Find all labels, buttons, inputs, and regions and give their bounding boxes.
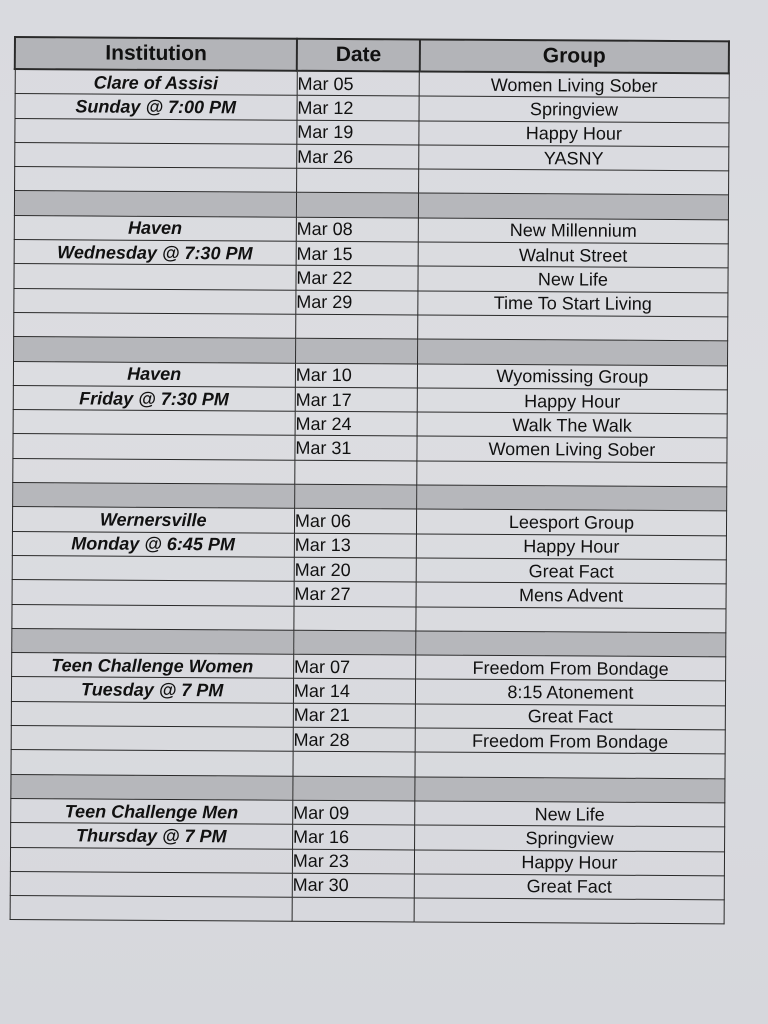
institution-cell [11, 726, 294, 752]
group-cell: Women Living Sober [417, 436, 726, 462]
shaded-cell [416, 631, 725, 657]
shaded-cell [419, 193, 728, 219]
empty-cell [414, 898, 723, 924]
institution-schedule: Monday @ 6:45 PM [12, 531, 295, 557]
shaded-cell [295, 338, 418, 363]
group-cell: Leesport Group [417, 509, 726, 535]
date-cell: Mar 28 [293, 727, 416, 752]
institution-cell [10, 847, 293, 873]
empty-cell [415, 752, 724, 778]
shaded-cell [12, 483, 295, 509]
empty-cell [10, 896, 293, 922]
header-row [15, 37, 729, 73]
institution-schedule: Thursday @ 7 PM [10, 823, 293, 849]
empty-cell [13, 312, 296, 338]
date-cell: Mar 05 [297, 71, 420, 97]
schedule-body [10, 69, 729, 924]
group-cell: Springview [415, 825, 724, 851]
group-cell: Great Fact [415, 874, 724, 900]
header-group: Group [420, 39, 729, 73]
institution-cell [12, 434, 295, 460]
meeting-schedule-table [9, 36, 730, 925]
group-cell: New Millennium [419, 218, 728, 244]
empty-cell [416, 606, 725, 632]
empty-cell [296, 168, 419, 193]
institution-cell [14, 118, 297, 144]
date-cell: Mar 15 [296, 241, 419, 266]
group-cell: Great Fact [416, 704, 725, 730]
date-cell: Mar 23 [292, 849, 415, 874]
date-cell: Mar 31 [295, 436, 418, 461]
date-cell: Mar 08 [296, 217, 419, 242]
institution-schedule: Tuesday @ 7 PM [11, 677, 294, 703]
empty-cell [419, 169, 728, 195]
shaded-cell [13, 337, 296, 363]
shaded-cell [14, 191, 297, 217]
date-cell: Mar 07 [293, 654, 416, 679]
group-cell: New Life [415, 801, 724, 827]
shaded-cell [415, 777, 724, 803]
institution-cell [13, 410, 296, 436]
date-cell: Mar 22 [296, 266, 419, 291]
group-cell: Springview [419, 96, 728, 122]
empty-cell [10, 750, 293, 776]
shaded-cell [418, 339, 727, 365]
date-cell: Mar 09 [293, 800, 416, 825]
institution-cell [13, 288, 296, 314]
shaded-cell [293, 776, 416, 801]
date-cell: Mar 13 [294, 533, 417, 558]
empty-cell [12, 458, 295, 484]
institution-cell [12, 580, 295, 606]
group-cell: Women Living Sober [419, 71, 728, 98]
institution-name: Haven [13, 361, 296, 387]
institution-schedule: Sunday @ 7:00 PM [14, 94, 297, 120]
institution-name: Haven [14, 215, 297, 241]
institution-cell [12, 555, 295, 581]
institution-cell [11, 701, 294, 727]
date-cell: Mar 24 [295, 411, 418, 436]
shaded-cell [417, 485, 726, 511]
empty-cell [14, 167, 297, 193]
institution-cell [14, 142, 297, 168]
date-cell: Mar 06 [294, 509, 417, 534]
date-cell: Mar 27 [294, 581, 417, 606]
group-cell: Walnut Street [418, 242, 727, 268]
group-cell: Freedom From Bondage [415, 728, 724, 754]
group-cell: Mens Advent [416, 582, 725, 608]
group-cell: Great Fact [417, 558, 726, 584]
institution-name: Clare of Assisi [15, 69, 298, 96]
empty-cell [417, 461, 726, 487]
institution-schedule: Friday @ 7:30 PM [13, 385, 296, 411]
date-cell: Mar 21 [293, 703, 416, 728]
date-cell: Mar 29 [296, 290, 419, 315]
empty-cell [293, 752, 416, 777]
group-cell: Freedom From Bondage [416, 655, 725, 681]
institution-cell [13, 264, 296, 290]
group-cell: Wyomissing Group [418, 364, 727, 390]
header-institution: Institution [15, 37, 298, 71]
empty-cell [418, 315, 727, 341]
institution-schedule: Wednesday @ 7:30 PM [14, 240, 297, 266]
shaded-cell [294, 630, 417, 655]
date-cell: Mar 30 [292, 873, 415, 898]
empty-cell [294, 606, 417, 631]
empty-cell [11, 604, 294, 630]
institution-name: Teen Challenge Women [11, 653, 294, 679]
group-cell: 8:15 Atonement [416, 679, 725, 705]
institution-name: Wernersville [12, 507, 295, 533]
shaded-cell [11, 628, 294, 654]
blank-row [10, 896, 724, 925]
shaded-cell [294, 484, 417, 509]
shaded-cell [296, 193, 419, 218]
group-cell: New Life [418, 266, 727, 292]
group-cell: Happy Hour [419, 121, 728, 147]
date-cell: Mar 26 [297, 144, 420, 169]
group-cell: YASNY [419, 145, 728, 171]
header-date: Date [297, 39, 420, 72]
date-cell: Mar 19 [297, 120, 420, 145]
group-cell: Happy Hour [415, 849, 724, 875]
date-cell: Mar 10 [295, 363, 418, 388]
date-cell: Mar 20 [294, 557, 417, 582]
group-cell: Time To Start Living [418, 291, 727, 317]
group-cell: Happy Hour [418, 388, 727, 414]
group-cell: Walk The Walk [417, 412, 726, 438]
date-cell: Mar 16 [292, 824, 415, 849]
date-cell: Mar 14 [293, 679, 416, 704]
empty-cell [292, 897, 415, 922]
institution-name: Teen Challenge Men [10, 798, 293, 824]
shaded-cell [10, 774, 293, 800]
date-cell: Mar 17 [295, 387, 418, 412]
empty-cell [295, 460, 418, 485]
empty-cell [296, 314, 419, 339]
date-cell: Mar 12 [297, 96, 420, 121]
group-cell: Happy Hour [417, 534, 726, 560]
institution-cell [10, 871, 293, 897]
